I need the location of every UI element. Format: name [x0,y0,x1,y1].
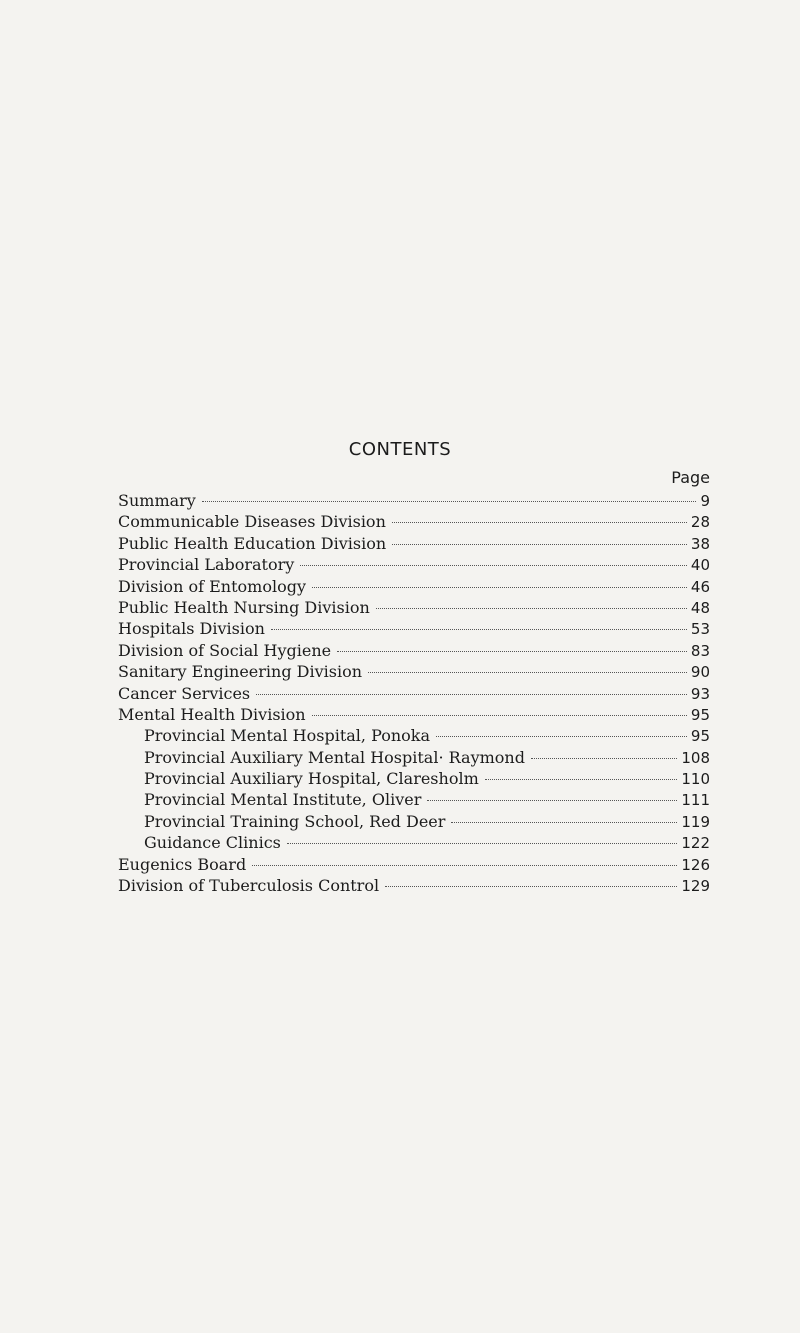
toc-entry-auxiliary-mental-hospital-raymond [118,747,710,768]
toc-entry-page: 38 [690,534,710,553]
dot-leader [271,629,687,630]
toc-entry-hospitals [118,618,710,639]
toc-entry-page: 9 [700,492,710,510]
toc-entry-title: Provincial Training School, Red Deer [144,811,446,831]
toc-entry-page: 119 [681,812,710,831]
toc-entry-title: Provincial Mental Hospital, Ponoka [144,726,430,746]
toc-entry-page: 28 [690,513,710,532]
toc-entry-communicable-diseases [118,511,710,532]
dot-leader [531,758,677,759]
toc-entry-tuberculosis-control [118,875,710,896]
toc-entry-page: 40 [690,556,710,575]
toc-entry-eugenics-board [118,854,710,875]
toc-entry-title: Provincial Laboratory [118,555,295,575]
dot-leader [256,694,687,695]
dot-leader [392,522,687,523]
toc-entry-title: Eugenics Board [118,854,247,874]
toc-entry-title: Public Health Education Division [118,533,387,553]
toc-entry-page: 126 [681,855,710,874]
dot-leader [427,800,677,801]
dot-leader [485,779,678,780]
page-column-label: Page [671,468,710,487]
toc-entry-training-school-red-deer [118,811,710,832]
toc-entry-social-hygiene [118,640,710,661]
toc-entry-provincial-laboratory [118,554,710,575]
toc-entry-sanitary-engineering [118,661,710,682]
toc-entry-entomology [118,576,710,597]
toc-entry-title: Cancer Services [118,683,251,703]
toc-entry-title: Provincial Mental Institute, Oliver [144,790,422,810]
toc-entry-page: 95 [690,727,710,746]
dot-leader [287,843,677,844]
toc-entry-page: 129 [681,877,710,896]
toc-entry-title: Sanitary Engineering Division [118,662,363,682]
dot-leader [312,715,687,716]
dot-leader [300,565,687,566]
toc-entry-title: Communicable Diseases Division [118,512,386,532]
dot-leader [202,501,697,502]
toc-entry-public-health-education [118,533,710,554]
table-of-contents [118,490,710,896]
toc-entry-mental-institute-oliver [118,789,710,810]
dot-leader [376,608,687,609]
toc-entry-auxiliary-hospital-claresholm [118,768,710,789]
dot-leader [312,587,687,588]
toc-entry-title: Division of Social Hygiene [118,640,332,660]
toc-entry-page: 108 [681,748,710,767]
dot-leader [451,822,677,823]
contents-heading: CONTENTS [348,439,452,460]
toc-entry-page: 53 [690,620,710,639]
toc-entry-page: 95 [690,705,710,724]
toc-entry-page: 111 [681,791,710,810]
toc-entry-summary [118,490,710,511]
toc-entry-page: 48 [690,598,710,617]
toc-entry-title: Division of Entomology [118,576,306,596]
toc-entry-title: Summary [118,491,196,510]
toc-entry-page: 122 [681,834,710,853]
dot-leader [368,672,687,673]
toc-entry-title: Mental Health Division [118,704,306,724]
dot-leader [337,651,687,652]
toc-entry-title: Guidance Clinics [144,833,281,853]
dot-leader [436,736,687,737]
toc-entry-page: 93 [690,684,710,703]
toc-entry-title: Division of Tuberculosis Control [118,876,380,896]
dot-leader [385,886,677,887]
toc-entry-title: Provincial Auxiliary Mental Hospital· Raymond [144,747,525,767]
toc-entry-page: 83 [690,641,710,660]
toc-entry-guidance-clinics [118,832,710,853]
toc-entry-page: 90 [690,663,710,682]
dot-leader [252,865,677,866]
toc-entry-page: 46 [690,577,710,596]
toc-entry-page: 110 [681,770,710,789]
toc-entry-public-health-nursing [118,597,710,618]
dot-leader [392,544,687,545]
toc-entry-mental-health [118,704,710,725]
toc-entry-title: Provincial Auxiliary Hospital, Claresholm [144,769,479,789]
toc-entry-title: Hospitals Division [118,619,265,639]
toc-entry-title: Public Health Nursing Division [118,597,370,617]
toc-entry-mental-hospital-ponoka [118,725,710,746]
toc-entry-cancer-services [118,683,710,704]
